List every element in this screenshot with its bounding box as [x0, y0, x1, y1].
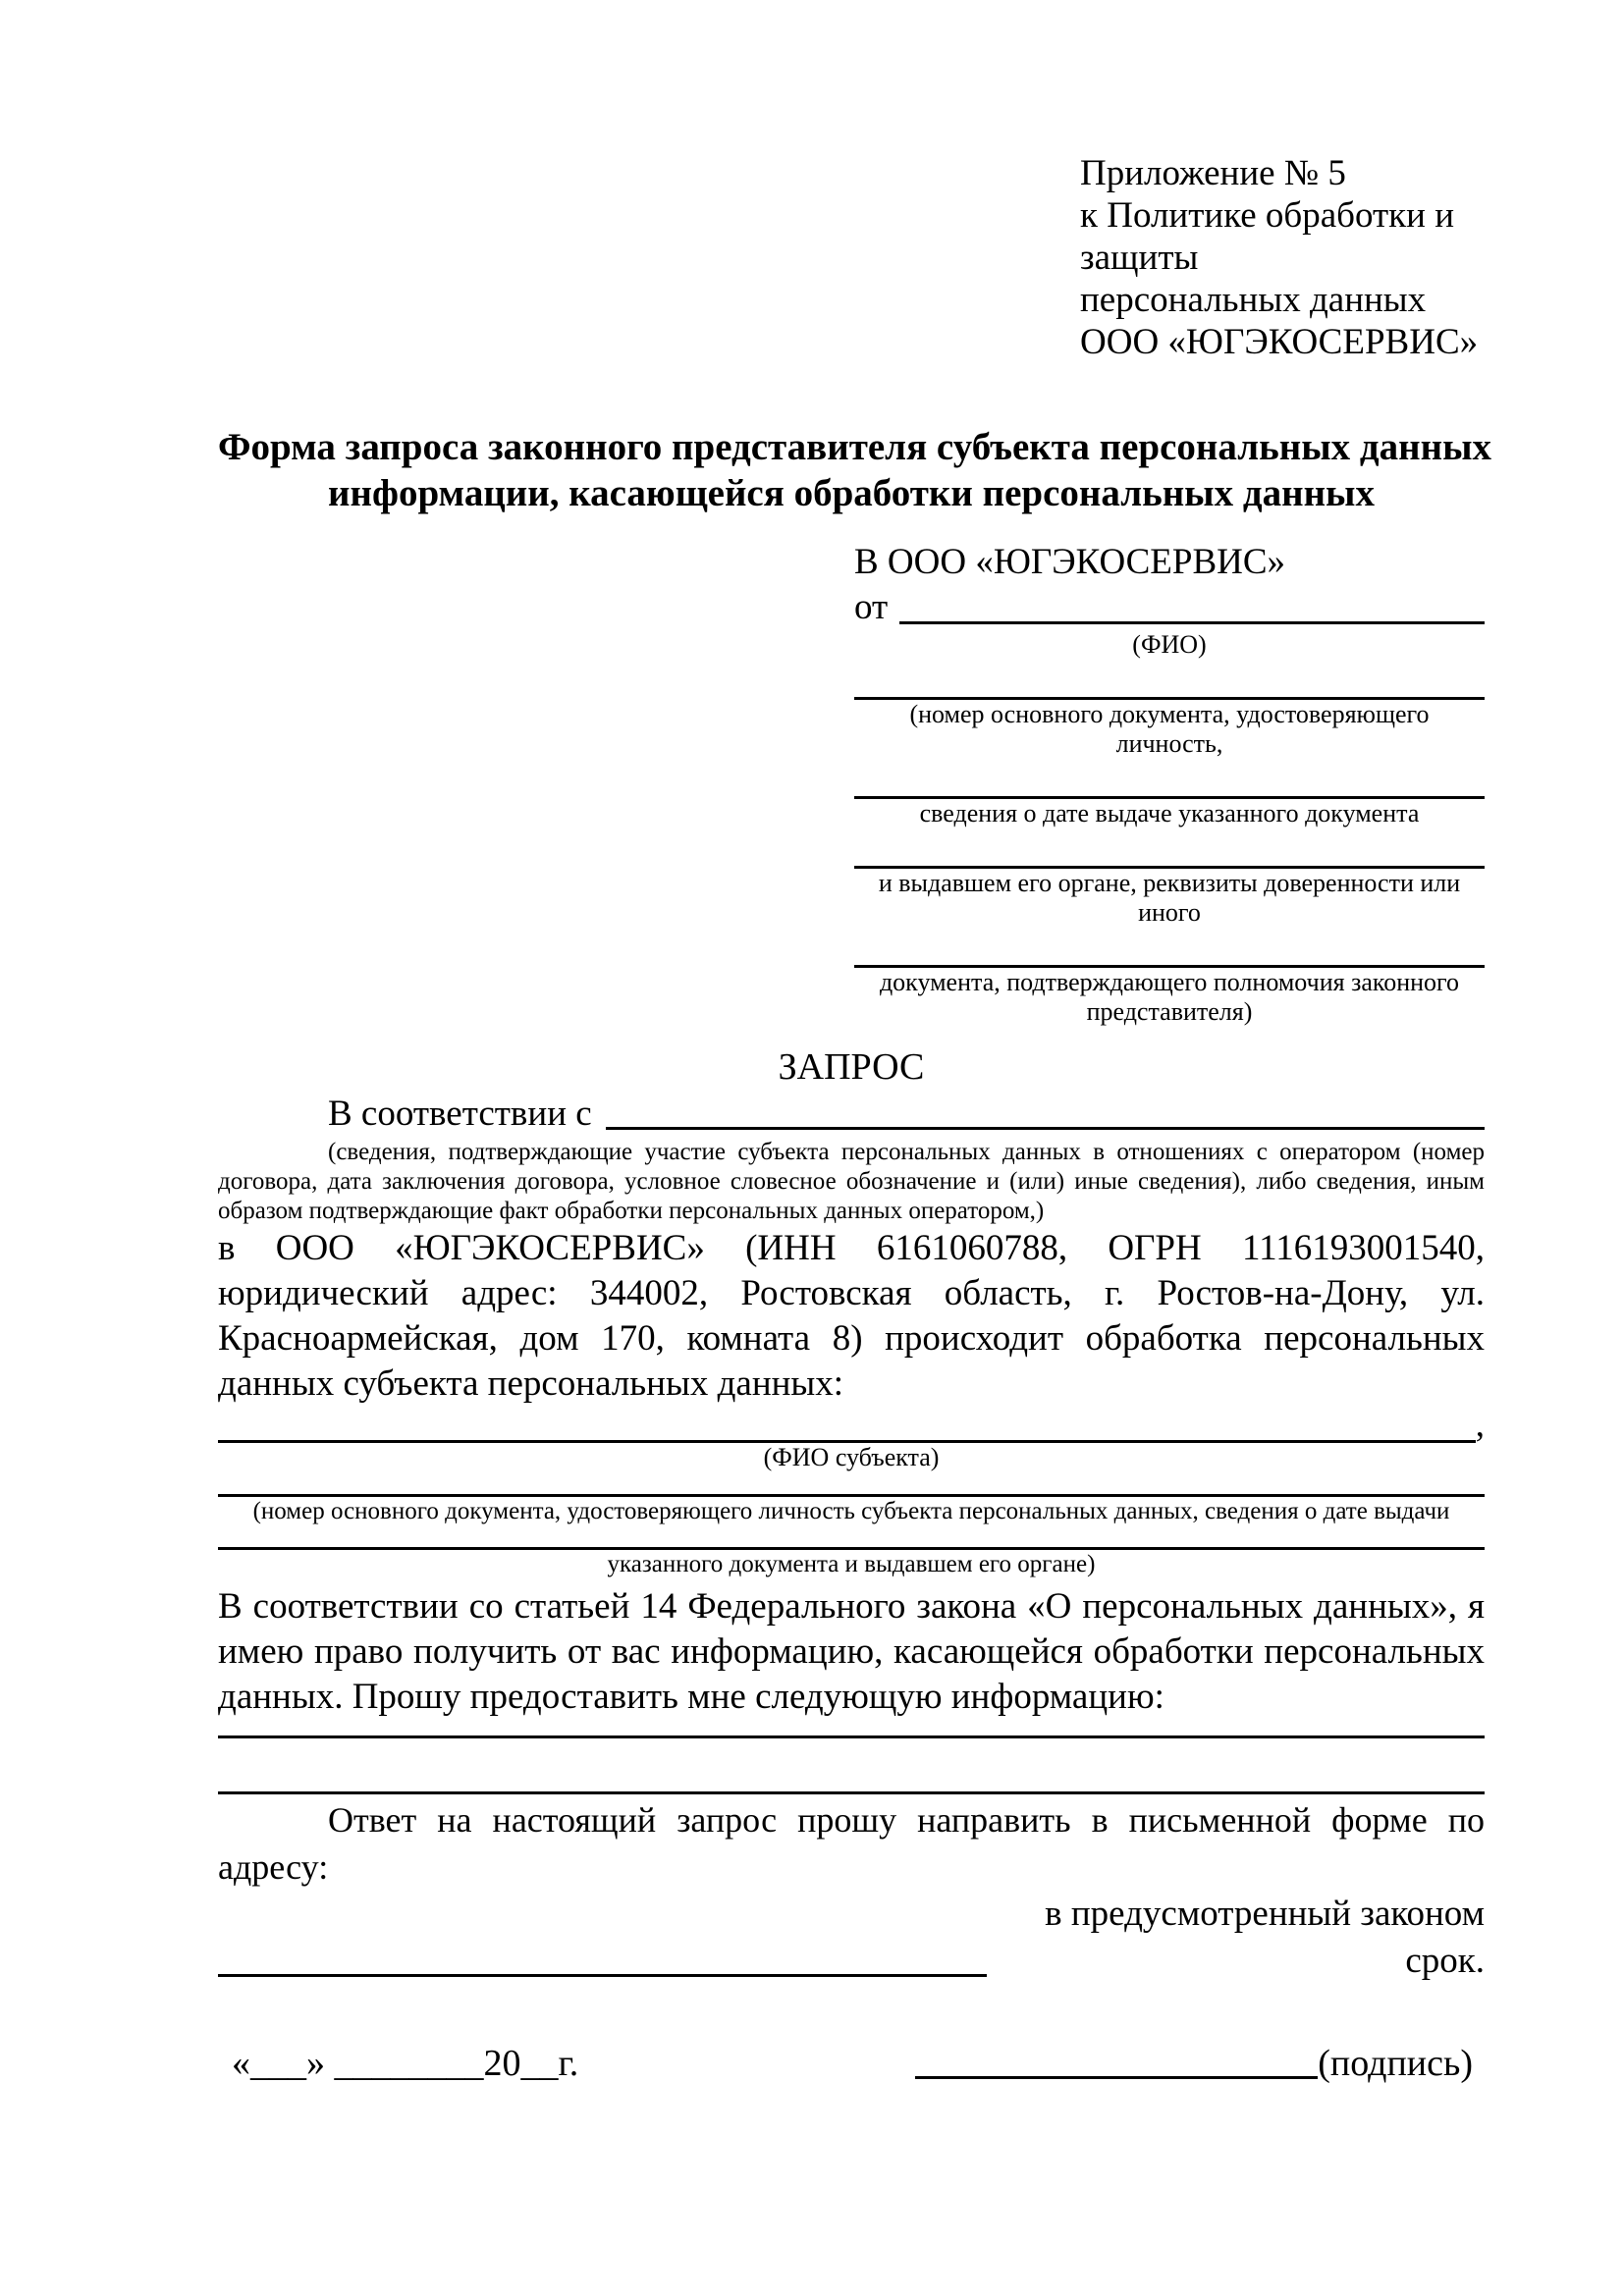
appendix-header-line: Приложение № 5 — [1080, 153, 1346, 193]
subject-field — [218, 1472, 1485, 1525]
basis-blank-line — [606, 1090, 1485, 1130]
document-title — [218, 424, 1492, 516]
addressee-from-row — [854, 585, 1485, 630]
document-title-line: информации, касающейся обработки персональных данных — [328, 472, 1375, 514]
reply-paragraph: Ответ на настоящий запрос прошу направить в письменной форме по адресу: — [218, 1800, 1485, 1887]
field-caption: (номер основного документа, удостоверяющего личность, — [909, 700, 1430, 758]
fio-caption: (ФИО) — [1132, 630, 1207, 659]
footer-row — [218, 2040, 1485, 2087]
request-heading: ЗАПРОС — [778, 1046, 925, 1088]
blank-field-line — [854, 771, 1485, 799]
reply-address-row — [218, 1891, 1485, 1985]
subject-doc-blank-line — [218, 1525, 1485, 1550]
info-blank-line — [218, 1791, 1485, 1794]
appendix-header-line: ООО «ЮГЭКОСЕРВИС» — [1080, 322, 1479, 362]
reply-tail: в предусмотренный законом срок. — [1045, 1894, 1485, 1981]
fio-blank-line — [899, 585, 1485, 624]
addressee-block — [854, 540, 1485, 1027]
signature-block — [915, 2040, 1473, 2087]
addressee-to-line: В ООО «ЮГЭКОСЕРВИС» — [854, 542, 1286, 582]
address-blank-line — [218, 1891, 987, 1977]
subject-doc-blank-line — [218, 1472, 1485, 1497]
subject-caption: указанного документа и выдавшем его органе) — [607, 1551, 1096, 1577]
trailing-comma: , — [1475, 1405, 1485, 1445]
appendix-header-line: к Политике обработки и защиты — [1080, 195, 1455, 278]
field-caption: и выдавшем его органе, реквизиты доверенности или иного — [878, 869, 1461, 927]
appendix-header-line: персональных данных — [1080, 280, 1427, 320]
date-placeholder: «___» ________20__г. — [232, 2043, 579, 2084]
field-caption: сведения о дате выдаче указанного документа — [919, 799, 1420, 828]
intro-prefix: В соответствии с — [328, 1094, 592, 1134]
addressee-field — [854, 671, 1485, 759]
addressee-field — [854, 771, 1485, 828]
subject-field — [218, 1525, 1485, 1578]
info-blank-line — [218, 1735, 1485, 1738]
blank-field-line — [854, 840, 1485, 869]
law-paragraph: В соответствии со статьей 14 Федерального закона «О персональных данных», я имею право получить от вас информацию, касающейся обработки персональных данных. Прошу предоставить мне следующую информацию: — [218, 1586, 1485, 1717]
request-intro-row — [218, 1090, 1485, 1138]
field-caption: документа, подтверждающего полномочия законного представителя) — [879, 968, 1460, 1026]
addressee-field — [854, 840, 1485, 928]
document-title-line: Форма запроса законного представителя субъекта персональных данных — [218, 426, 1492, 468]
from-label: от — [854, 587, 889, 627]
subject-caption: (номер основного документа, удостоверяющего личность субъекта персональных данных, сведения о дате выдачи — [252, 1498, 1450, 1524]
subject-fio-blank-line — [218, 1420, 1476, 1443]
signature-blank-line — [915, 2040, 1318, 2079]
appendix-header — [1080, 152, 1485, 363]
signature-caption: (подпись) — [1318, 2043, 1473, 2084]
subject-caption: (ФИО субъекта) — [763, 1443, 940, 1471]
addressee-field — [854, 939, 1485, 1027]
intro-note: (сведения, подтверждающие участие субъекта персональных данных в отношениях с оператором (номер договора, дата заключения договора, условное словесное обозначение и (или) иные сведения), либо сведения, иным образом подтверждающие факт обработки персональных данных оператором,) — [218, 1139, 1485, 1224]
operator-paragraph: в ООО «ЮГЭКОСЕРВИС» (ИНН 6161060788, ОГРН 1116193001540, юридический адрес: 344002, Ростовская область, г. Ростов-на-Дону, ул. Красноармейская, дом 170, комната 8) происходит обработка персональных данных субъекта персональных данных: — [218, 1228, 1485, 1404]
subject-fio-row — [218, 1407, 1485, 1443]
blank-field-line — [854, 671, 1485, 700]
blank-field-line — [854, 939, 1485, 968]
